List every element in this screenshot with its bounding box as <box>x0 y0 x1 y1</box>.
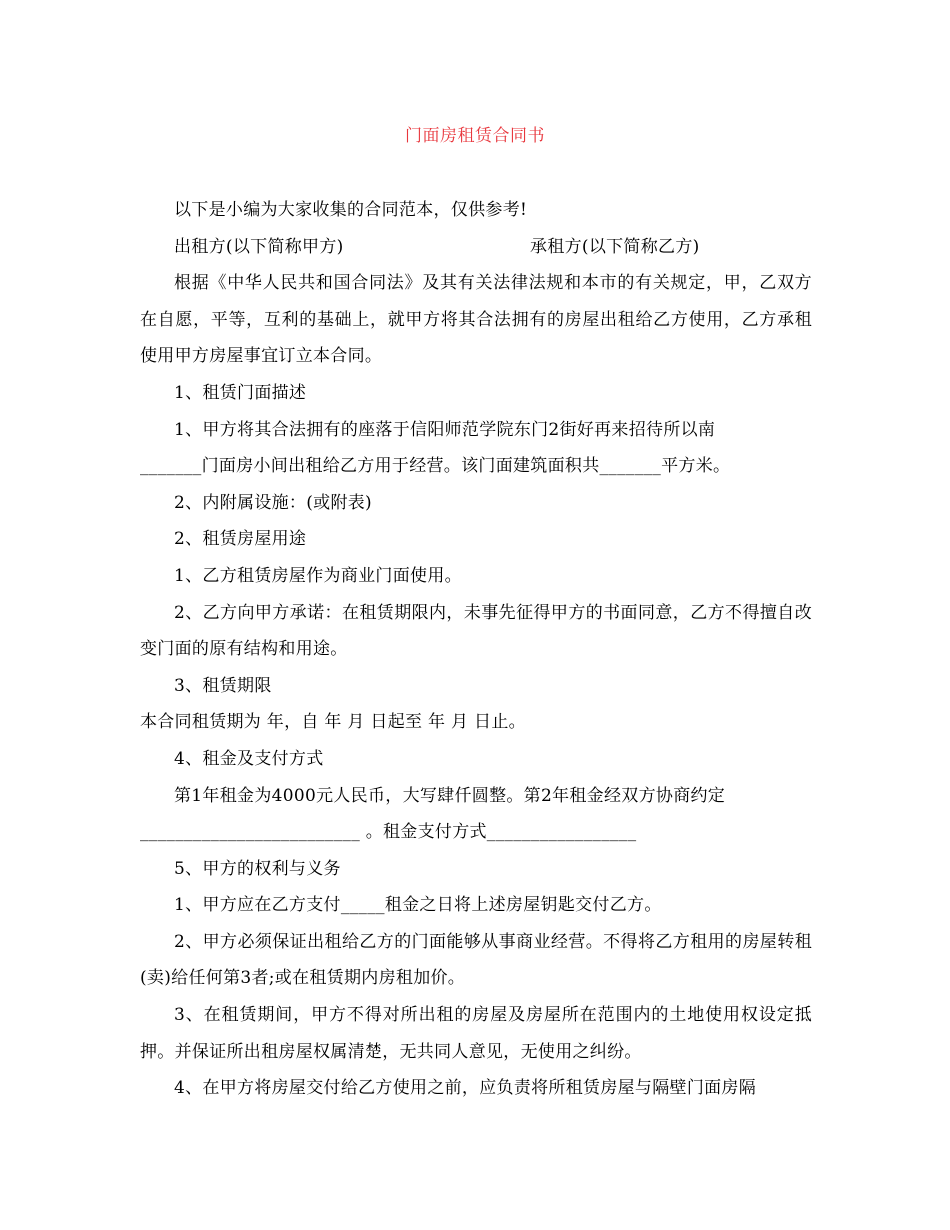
clause-text: 1、甲方将其合法拥有的座落于信阳师范学院东门2街好再来招待所以南 <box>174 419 716 440</box>
party-lessee: 承租方(以下简称乙方) <box>530 236 700 257</box>
section-heading: 3、租赁期限 <box>174 675 272 696</box>
clause-text: 2、乙方向甲方承诺：在租赁期限内，未事先征得甲方的书面同意，乙方不得擅自改变门面的原有结构和用途。 <box>140 602 812 660</box>
clause-text: 第1年租金为4000元人民币，大写肆仟圆整。第2年租金经双方协商约定 <box>174 785 726 806</box>
section-heading: 5、甲方的权利与义务 <box>174 858 341 879</box>
document-body <box>140 192 812 1107</box>
clause-text: 本合同租赁期为 年，自 年 月 日起至 年 月 日止。 <box>140 712 526 733</box>
clause-text: 1、乙方租赁房屋作为商业门面使用。 <box>174 565 462 586</box>
parties-line <box>140 229 812 266</box>
clause-text: 2、内附属设施：(或附表) <box>174 492 372 513</box>
clause-text: 1、甲方应在乙方支付_____租金之日将上述房屋钥匙交付乙方。 <box>174 895 662 916</box>
party-lessor: 出租方(以下简称甲方) <box>174 236 344 257</box>
section-heading: 2、租赁房屋用途 <box>174 529 307 550</box>
preamble-paragraph: 根据《中华人民共和国合同法》及其有关法律法规和本市的有关规定，甲，乙双方在自愿，平等，互利的基础上，就甲方将其合法拥有的房屋出租给乙方使用，乙方承租使用甲方房屋事宜订立本合同。 <box>140 273 812 367</box>
clause-text: 4、在甲方将房屋交付给乙方使用之前，应负责将所租赁房屋与隔壁门面房隔 <box>174 1078 757 1099</box>
section-heading: 1、租赁门面描述 <box>174 382 307 403</box>
document-title: 门面房租赁合同书 <box>405 126 545 146</box>
intro-paragraph: 以下是小编为大家收集的合同范本，仅供参考! <box>174 200 528 220</box>
section-heading: 4、租金及支付方式 <box>174 748 324 769</box>
clause-text: 3、在租赁期间，甲方不得对所出租的房屋及房屋所在范围内的土地使用权设定抵押。并保证所出租房屋权属清楚，无共同人意见，无使用之纠纷。 <box>140 1005 812 1062</box>
clause-text: _______门面房小间出租给乙方用于经营。该门面建筑面积共_______平方米。 <box>140 456 731 477</box>
clause-text: 2、甲方必须保证出租给乙方的门面能够从事商业经营。不得将乙方租用的房屋转租(卖)给任何第3者;或在租赁期内房租加价。 <box>140 931 812 989</box>
clause-text: _________________________ 。租金支付方式_________________ <box>140 822 637 843</box>
